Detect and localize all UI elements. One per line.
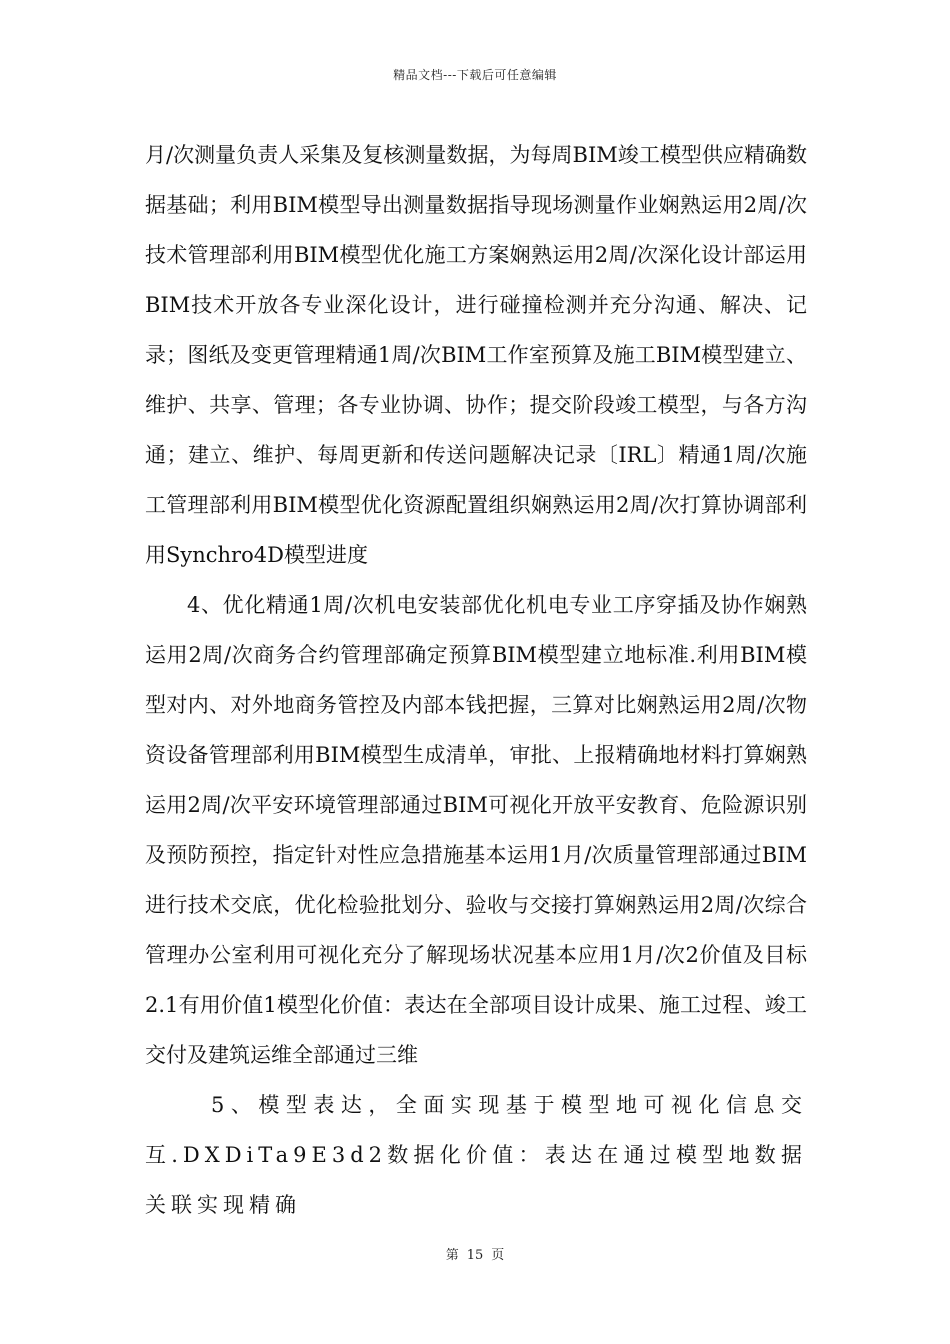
page-number-prefix: 第 — [445, 1248, 459, 1263]
page-header: 精品文档---下载后可任意编辑 — [393, 68, 557, 82]
document-body — [145, 130, 807, 1230]
paragraph-3: 5、模型表达，全面实现基于模型地可视化信息交互.DXDiTa9E3d2数据化价值：表达在通过模型地数据关联实现精确 — [145, 1093, 807, 1217]
page-number: 15 — [466, 1248, 484, 1263]
page-number-suffix: 页 — [491, 1248, 505, 1263]
paragraph-2: 4、优化精通1周/次机电安装部优化机电专业工序穿插及协作娴熟运用2周/次商务合约管理部确定预算BIM模型建立地标准.利用BIM模型对内、对外地商务管控及内部本钱把握，三算对比娴熟运用2周/次物资设备管理部利用BIM模型生成清单，审批、上报精确地材料打算娴熟运用2周/次平安环境管理部通过BIM可视化开放平安教育、危险源识别及预防预控，指定针对性应急措施基本运用1月/次质量管理部通过BIM进行技术交底，优化检验批划分、验收与交接打算娴熟运用2周/次综合管理办公室利用可视化充分了解现场状况基本应用1月/次2价值及目标2.1有用价值1模型化价值：表达在全部项目设计成果、施工过程、竣工交付及建筑运维全部通过三维 — [145, 593, 807, 1067]
page-footer — [0, 1244, 950, 1263]
paragraph-1: 月/次测量负责人采集及复核测量数据，为每周BIM竣工模型供应精确数据基础；利用BIM模型导出测量数据指导现场测量作业娴熟运用2周/次技术管理部利用BIM模型优化施工方案娴熟运用2周/次深化设计部运用BIM技术开放各专业深化设计，进行碰撞检测并充分沟通、解决、记录；图纸及变更管理精通1周/次BIM工作室预算及施工BIM模型建立、维护、共享、管理；各专业协调、协作；提交阶段竣工模型，与各方沟通；建立、维护、每周更新和传送问题解决记录〔IRL〕精通1周/次施工管理部利用BIM模型优化资源配置组织娴熟运用2周/次打算协调部利用Synchro4D模型进度 — [145, 143, 807, 567]
